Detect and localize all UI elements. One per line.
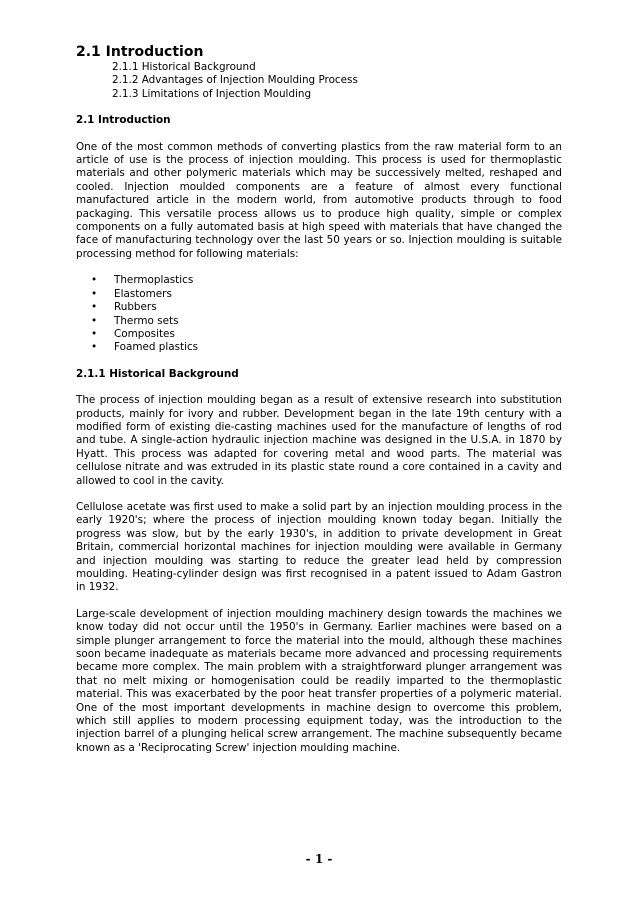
page-number: - 1 - (305, 852, 333, 866)
list-item-text: Thermo sets (114, 314, 179, 327)
toc-item: 2.1.1 Historical Background (112, 61, 256, 73)
list-item (91, 274, 562, 287)
list-item-text: Thermoplastics (114, 274, 194, 287)
list-item (91, 341, 562, 354)
toc-item: 2.1.2 Advantages of Injection Moulding Process (112, 74, 358, 87)
bullet-icon: • (91, 327, 98, 340)
list-item (91, 327, 562, 341)
history-paragraph-1: The process of injection moulding began as a result of extensive research into substitution products, mainly for ivory and rubber. Development began in the late 19th century with a modified form of existing die-casting machines used for the manufacture of lengths of rod and tube. A single-action hydraulic injection machine was designed in the U.S.A. in 1870 by Hyatt. This process was adapted for covering metal and wood parts. The material was cellulose nitrate and was extruded in its plastic state round a core contained in a cavity and allowed to cool in the cavity. (76, 394, 562, 487)
section-title: 2.1 Introduction (76, 44, 204, 60)
list-item-text: Composites (114, 327, 175, 340)
history-paragraph-3: Large-scale development of injection moulding machinery design towards the machines we know today did not occur until the 1950's in Germany. Earlier machines were based on a simple plunger arrangement to force the material into the mould, although these machines soon became inadequate as materials became more advanced and processing requirements became more complex. The main problem with a straightforward plunger arrangement was that no melt mixing or homogenisation could be readily imparted to the thermoplastic material. This was exacerbated by the poor heat transfer properties of a polymeric material. One of the most important developments in machine design to overcome this problem, which still applies to modern processing equipment today, was the introduction to the injection barrel of a plunging helical screw arrangement. The machine subsequently became known as a 'Reciprocating Screw' injection moulding machine. (76, 607, 562, 754)
history-paragraph-2: Cellulose acetate was first used to make a solid part by an injection moulding process in the early 1920's; where the process of injection moulding known today began. Initially the progress was slow, but by the early 1930's, in addition to private development in Great Britain, commercial horizontal machines for injection moulding were available in Germany and injection moulding was starting to reduce the greater lead held by compression moulding. Heating-cylinder design was first recognised in a patent issued to Adam Gastron in 1932. (76, 500, 562, 594)
history-heading: 2.1.1 Historical Background (76, 367, 239, 380)
list-item-text: Foamed plastics (114, 341, 199, 354)
intro-heading: 2.1 Introduction (76, 114, 171, 127)
bullet-icon: • (91, 314, 98, 327)
toc-item: 2.1.3 Limitations of Injection Moulding (112, 87, 312, 100)
list-item (91, 314, 562, 328)
list-item (91, 301, 562, 314)
bullet-icon: • (91, 274, 98, 287)
list-item-text: Elastomers (114, 287, 172, 300)
materials-list (76, 274, 562, 354)
bullet-icon: • (91, 341, 98, 354)
intro-paragraph: One of the most common methods of converting plastics from the raw material form to an article of use is the process of injection moulding. This process is used for thermoplastic materials and other polymeric materials which may be successively melted, reshaped and cooled. Injection moulded components are a feature of almost every functional manufactured article in the modern world, from automotive products through to food packaging. This versatile process allows us to produce high quality, simple or complex components on a fully automated basis at high speed with materials that have changed the face of manufacturing technology over the last 50 years or so. Injection moulding is suitable processing method for following materials: (76, 140, 562, 260)
bullet-icon: • (91, 301, 98, 314)
table-of-contents (112, 61, 562, 101)
list-item-text: Rubbers (114, 301, 157, 314)
page-content (76, 44, 562, 768)
bullet-icon: • (91, 287, 98, 300)
list-item (91, 287, 562, 301)
